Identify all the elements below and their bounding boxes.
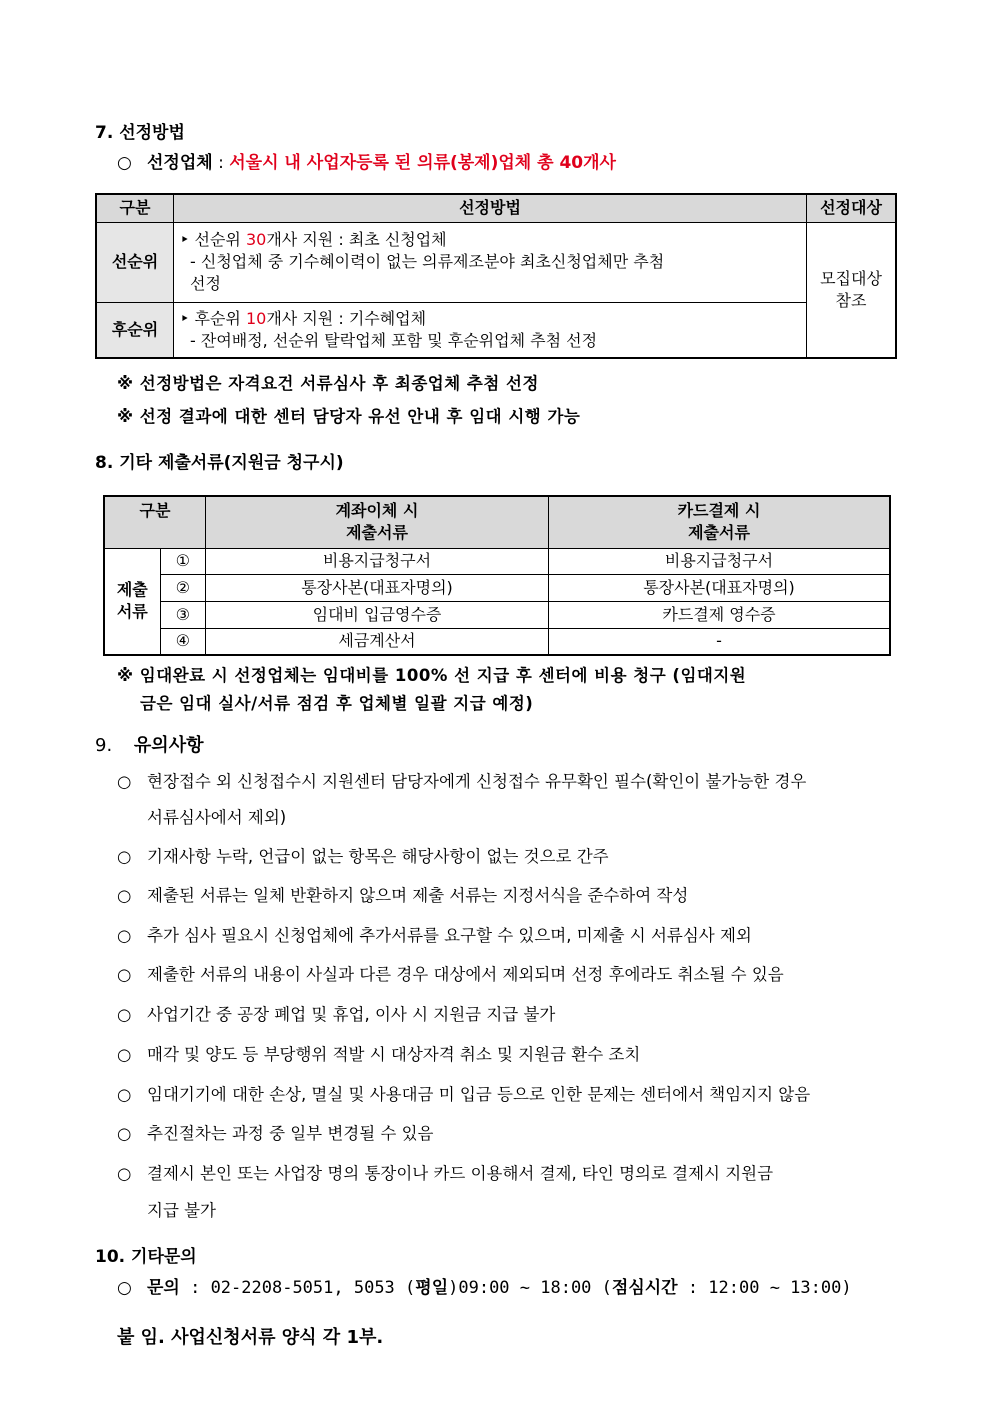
method-detail: - 신청업체 중 기수혜이력이 없는 의류제조분야 최초신청업체만 추첨 <box>190 252 665 271</box>
contact-lunch-label: 점심시간 <box>611 1278 678 1298</box>
circle-bullet-icon: ○ <box>117 1164 132 1183</box>
section-8-title: 8. 기타 제출서류(지원금 청구시) <box>95 453 344 473</box>
bank-doc: 세금계산서 <box>206 628 549 655</box>
circle-bullet-icon: ○ <box>117 1124 132 1143</box>
header-text: 계좌이체 시 <box>335 501 419 521</box>
colon: : <box>218 153 224 173</box>
list-item <box>117 922 752 946</box>
list-item-continuation: 지급 불가 <box>147 1201 217 1220</box>
row-label: 후순위 <box>96 302 174 358</box>
card-doc: 비용지급청구서 <box>549 548 891 574</box>
target-cell <box>807 222 897 358</box>
row-label <box>104 548 160 655</box>
list-item <box>117 1120 434 1144</box>
card-doc: 카드결제 영수증 <box>549 601 891 628</box>
table-row <box>104 628 890 655</box>
header-text: 제출서류 <box>688 523 750 543</box>
contact-phone: : 02-2208-5051, 5053 ( <box>179 1278 416 1298</box>
quota-number: 30 <box>245 230 267 249</box>
item-text: 제출된 서류는 일체 반환하지 않으며 제출 서류는 지정서식을 준수하여 작성 <box>147 886 689 905</box>
table-row <box>96 302 896 358</box>
row-number: ② <box>160 574 205 601</box>
selection-company-line <box>117 148 616 173</box>
item-text: 임대기기에 대한 손상, 멸실 및 사용대금 미 입금 등으로 인한 문제는 센터에서 책임지지 않음 <box>147 1085 811 1104</box>
documents-table <box>103 495 891 656</box>
method-detail: 선정 <box>190 274 221 293</box>
item-text: 추진절차는 과정 중 일부 변경될 수 있음 <box>147 1124 434 1143</box>
section-7-title: 7. 선정방법 <box>95 123 185 143</box>
table-header: 선정대상 <box>807 194 897 222</box>
circle-bullet-icon: ○ <box>117 926 132 945</box>
header-text: 카드결제 시 <box>677 501 761 521</box>
row-number: ③ <box>160 601 205 628</box>
row-number: ① <box>160 548 205 574</box>
contact-weekday: 평일 <box>415 1278 449 1298</box>
attachment-line: 붙 임. 사업신청서류 양식 각 1부. <box>117 1327 384 1348</box>
list-item <box>117 1001 555 1025</box>
circle-bullet-icon: ○ <box>117 1085 132 1104</box>
list-item <box>117 1041 640 1065</box>
row-label: 선순위 <box>96 222 174 302</box>
table-header <box>549 496 891 548</box>
header-text: 제출서류 <box>346 523 408 543</box>
list-item <box>117 768 806 792</box>
table-header <box>206 496 549 548</box>
note: ※ 임대완료 시 선정업체는 임대비를 100% 선 지급 후 센터에 비용 청구 (임대지원 <box>117 666 747 685</box>
list-item-continuation: 서류심사에서 제외) <box>147 808 287 827</box>
note: 금은 임대 실사/서류 점검 후 업체별 일괄 지급 예정) <box>140 694 534 713</box>
method-detail: - 잔여배정, 선순위 탈락업체 포함 및 후순위업체 추첨 선정 <box>190 330 598 350</box>
table-row <box>104 601 890 628</box>
quota-number: 10 <box>245 308 267 328</box>
circle-bullet-icon: ○ <box>117 847 132 866</box>
item-text: 추가 심사 필요시 신청업체에 추가서류를 요구할 수 있으며, 미제출 시 서류심사 제외 <box>147 926 752 945</box>
section-9-title <box>95 731 203 757</box>
item-text: 기재사항 누락, 언급이 없는 항목은 해당사항이 없는 것으로 간주 <box>147 847 609 866</box>
bank-doc: 비용지급청구서 <box>206 548 549 574</box>
section-10-title: 10. 기타문의 <box>95 1247 197 1267</box>
bank-doc: 임대비 입금영수증 <box>206 601 549 628</box>
target-text: 모집대상 <box>820 268 882 288</box>
item-text: 제출한 서류의 내용이 사실과 다른 경우 대상에서 제외되며 선정 후에라도 취소될 수 있음 <box>147 965 784 984</box>
table-row <box>96 222 896 302</box>
list-item <box>117 961 784 985</box>
method-cell <box>174 222 807 302</box>
method-text: ‣ 선순위 <box>180 230 246 249</box>
row-number: ④ <box>160 628 205 655</box>
item-text: 사업기간 중 공장 폐업 및 휴업, 이사 시 지원금 지급 불가 <box>147 1005 556 1024</box>
contact-label: 문의 <box>147 1278 180 1298</box>
contact-line <box>117 1273 852 1298</box>
selection-company-label: 선정업체 <box>147 153 213 173</box>
item-text: 결제시 본인 또는 사업장 명의 통장이나 카드 이용해서 결제, 타인 명의로 결제시 지원금 <box>147 1164 774 1183</box>
list-item <box>117 1081 810 1105</box>
selection-method-table <box>95 193 897 359</box>
contact-lunch-hours: : 12:00 ~ 13:00) <box>677 1278 852 1298</box>
circle-bullet-icon: ○ <box>117 1005 132 1024</box>
row-label-text: 제출 <box>116 580 148 600</box>
section-number: 9. <box>95 735 113 756</box>
row-label-text: 서류 <box>116 602 148 622</box>
selection-company-value: 서울시 내 사업자등록 된 의류(봉제)업체 총 40개사 <box>229 153 616 173</box>
bank-doc: 통장사본(대표자명의) <box>206 574 549 601</box>
note: ※ 선정방법은 자격요건 서류심사 후 최종업체 추첨 선정 <box>117 374 539 393</box>
list-item <box>117 843 609 867</box>
method-cell <box>174 302 807 358</box>
table-header: 선정방법 <box>174 194 807 222</box>
circle-bullet-icon: ○ <box>117 772 132 791</box>
method-text: ‣ 후순위 <box>180 308 246 328</box>
list-item <box>117 882 688 906</box>
circle-bullet-icon: ○ <box>117 153 132 173</box>
method-text: 개사 지원 : 기수혜업체 <box>266 308 427 328</box>
list-item <box>117 1160 773 1184</box>
card-doc: 통장사본(대표자명의) <box>549 574 891 601</box>
contact-hours: )09:00 ~ 18:00 ( <box>448 1278 612 1298</box>
table-header: 구분 <box>104 496 206 548</box>
card-doc: - <box>549 628 891 655</box>
table-row <box>104 574 890 601</box>
circle-bullet-icon: ○ <box>117 886 132 905</box>
circle-bullet-icon: ○ <box>117 965 132 984</box>
method-text: 개사 지원 : 최초 신청업체 <box>266 230 447 249</box>
item-text: 현장접수 외 신청접수시 지원센터 담당자에게 신청접수 유무확인 필수(확인이 불가능한 경우 <box>147 772 807 791</box>
item-text: 매각 및 양도 등 부당행위 적발 시 대상자격 취소 및 지원금 환수 조치 <box>147 1045 641 1064</box>
note: ※ 선정 결과에 대한 센터 담당자 유선 안내 후 임대 시행 가능 <box>117 407 581 426</box>
table-header: 구분 <box>96 194 174 222</box>
circle-bullet-icon: ○ <box>117 1278 132 1298</box>
table-row <box>104 548 890 574</box>
section-title-text: 유의사항 <box>133 735 204 756</box>
target-text: 참조 <box>835 290 867 310</box>
circle-bullet-icon: ○ <box>117 1045 132 1064</box>
